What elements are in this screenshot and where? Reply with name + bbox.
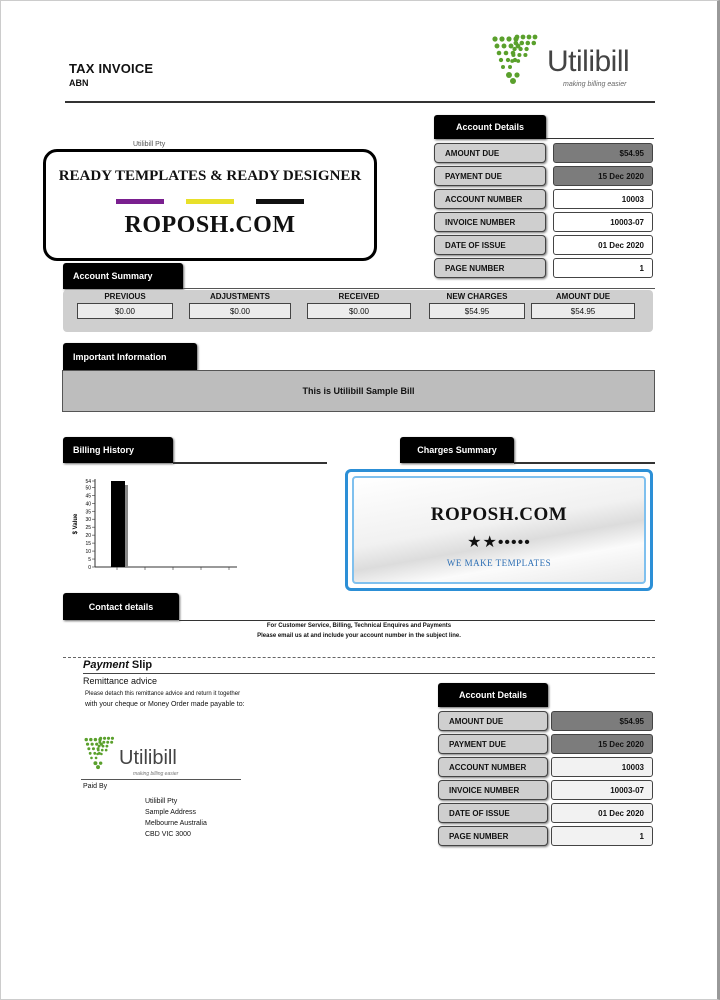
company-logo [487, 33, 657, 95]
logo-dot [96, 765, 100, 769]
important-info-tab: Important Information [63, 343, 197, 370]
logo-dot [85, 738, 88, 741]
payment-slip-rule [83, 673, 655, 674]
logo-dot [107, 737, 110, 740]
y-tick-label: 50 [85, 485, 91, 492]
summary-heading: AMOUNT DUE [555, 292, 611, 301]
logo-dot [86, 743, 89, 746]
banner-title: ROPOSH.COM [430, 504, 568, 525]
summary-heading: RECEIVED [338, 292, 380, 301]
logo-dot [499, 36, 504, 41]
logo-dot [111, 737, 114, 740]
billing-history-chart [65, 471, 245, 581]
logo-dot [506, 36, 511, 41]
payment-slip-title-rest: Slip [131, 659, 153, 671]
logo-dot [95, 757, 98, 760]
y-tick-label: 15 [85, 541, 91, 548]
account-summary-tab: Account Summary [63, 263, 183, 289]
logo-dot [517, 53, 521, 57]
logo-dot [526, 41, 531, 46]
logo-dot [101, 749, 104, 752]
watermark-bar-black [256, 199, 304, 204]
logo-dot [502, 44, 507, 49]
detail-value: 1 [551, 826, 653, 846]
address-line: CBD VIC 3000 [145, 831, 191, 838]
address-line: Sample Address [145, 809, 196, 816]
contact-line2: Please email us at and include your account number in the subject line. [257, 633, 461, 639]
logo-dot [521, 35, 526, 40]
payer-address [145, 796, 207, 840]
detail-label: PAGE NUMBER [434, 258, 546, 278]
logo-dot [510, 78, 516, 84]
logo-dot [91, 743, 94, 746]
logo-dot [495, 44, 500, 49]
billing-history-tab: Billing History [63, 437, 173, 463]
detail-value: $54.95 [553, 143, 653, 163]
summary-heading: NEW CHARGES [446, 292, 508, 301]
summary-value: $0.00 [77, 303, 173, 319]
y-tick-label: 20 [85, 533, 91, 540]
detail-value: 10003 [551, 757, 653, 777]
watermark-bar-yellow [186, 199, 234, 204]
logo-dot [95, 743, 98, 746]
logo-wordmark: Utilibill [547, 45, 630, 78]
logo-dot [532, 41, 537, 46]
logo-dot [105, 749, 108, 752]
logo-underline [81, 779, 241, 780]
cut-line [63, 657, 655, 658]
charges-summary-banner [345, 469, 653, 591]
y-tick-label: 10 [85, 549, 91, 556]
document-title: TAX INVOICE [69, 61, 154, 76]
y-tick-label: 0 [88, 565, 91, 571]
logo-dot [99, 761, 102, 764]
address-line: Utilibill Pty [145, 798, 178, 805]
logo-dot [510, 59, 514, 63]
logo-dot [93, 752, 96, 755]
logo-dot [492, 36, 497, 41]
detail-value: 15 Dec 2020 [553, 166, 653, 186]
watermark-color-bars [46, 199, 374, 204]
payment-slip-title-em: Payment [83, 659, 129, 671]
y-tick-label: 54 [85, 479, 91, 485]
y-tick-label: 40 [85, 501, 91, 508]
payment-slip-title [83, 659, 152, 671]
billing-history-rule [173, 462, 327, 464]
logo-dot [106, 741, 109, 744]
logo-dot [506, 58, 510, 62]
logo-dot [93, 761, 97, 765]
summary-heading: PREVIOUS [104, 292, 146, 301]
detail-label: AMOUNT DUE [438, 711, 548, 731]
y-tick-label: 30 [85, 517, 91, 524]
logo-tagline-small: making billing easier [133, 771, 179, 777]
logo-dot [89, 752, 92, 755]
logo-dot [106, 745, 109, 748]
account-details-tab: Account Details [434, 115, 546, 139]
charges-summary-banner-inner [352, 476, 646, 584]
important-info-box: This is Utilibill Sample Bill [62, 370, 655, 412]
detail-label: PAYMENT DUE [438, 734, 548, 754]
summary-heading: ADJUSTMENTS [209, 292, 270, 301]
summary-value: $54.95 [429, 303, 525, 319]
logo-dot [98, 745, 101, 748]
detail-value: $54.95 [551, 711, 653, 731]
logo-dot [514, 72, 519, 77]
logo-dot [96, 753, 99, 756]
charges-summary-rule [514, 462, 655, 464]
logo-dot [497, 51, 502, 56]
y-tick-label: 35 [85, 509, 91, 516]
y-tick-label: 5 [88, 557, 91, 564]
leaf-dots-icon [81, 735, 119, 773]
logo-dot [103, 737, 106, 740]
logo-dot [100, 753, 103, 756]
paid-by-label: Paid By [83, 783, 108, 790]
contact-details-rule [179, 620, 655, 621]
contact-details-tab: Contact details [63, 593, 179, 620]
logo-dot [506, 72, 512, 78]
logo-dot [520, 41, 525, 46]
detail-label: PAYMENT DUE [434, 166, 546, 186]
billing-bar-shadow [125, 485, 128, 567]
detail-value: 1 [553, 258, 653, 278]
logo-dot [501, 65, 505, 69]
logo-dot [89, 738, 92, 741]
charges-summary-tab: Charges Summary [400, 437, 514, 463]
company-name-partial: Utilibill Pty [133, 141, 166, 148]
watermark-banner [43, 149, 377, 261]
logo-dot [504, 51, 509, 56]
detail-label: ACCOUNT NUMBER [438, 757, 548, 777]
logo-dot [512, 47, 516, 51]
summary-value: $0.00 [189, 303, 291, 319]
remittance-note2: with your cheque or Money Order made payable to: [85, 701, 245, 708]
address-line: Melbourne Australia [145, 820, 207, 827]
detail-value: 01 Dec 2020 [551, 803, 653, 823]
logo-dot [511, 53, 515, 57]
logo-dot [524, 47, 528, 51]
detail-label: INVOICE NUMBER [434, 212, 546, 232]
detail-value: 10003-07 [553, 212, 653, 232]
logo-dot [87, 747, 90, 750]
logo-dot [97, 749, 100, 752]
summary-value: $54.95 [531, 303, 635, 319]
logo-dot [509, 44, 514, 49]
billing-bar [111, 481, 125, 567]
y-tick-label: 25 [85, 525, 91, 532]
detail-label: INVOICE NUMBER [438, 780, 548, 800]
detail-label: ACCOUNT NUMBER [434, 189, 546, 209]
watermark-line1: READY TEMPLATES & READY DESIGNER [58, 168, 362, 184]
logo-dot [508, 65, 512, 69]
account-summary-rule [183, 288, 655, 289]
detail-label: DATE OF ISSUE [438, 803, 548, 823]
account-details-rule [546, 138, 654, 139]
detail-value: 10003-07 [551, 780, 653, 800]
logo-dot [102, 741, 105, 744]
detail-label: AMOUNT DUE [434, 143, 546, 163]
logo-dot [533, 35, 538, 40]
banner-stars: ★★••••• [467, 534, 531, 551]
logo-dot [90, 757, 93, 760]
logo-dot [518, 47, 522, 51]
remittance-advice: Remittance advice [83, 676, 158, 686]
contact-line1: For Customer Service, Billing, Technical Enquires and Payments [266, 623, 452, 629]
header-divider [65, 101, 655, 103]
summary-value: $0.00 [307, 303, 411, 319]
detail-value: 15 Dec 2020 [551, 734, 653, 754]
logo-dot [102, 745, 105, 748]
detail-value: 10003 [553, 189, 653, 209]
banner-tagline: WE MAKE TEMPLATES [446, 558, 552, 568]
y-tick-label: 45 [85, 493, 91, 500]
logo-dot [523, 53, 527, 57]
company-logo-small [81, 735, 221, 779]
detail-label: PAGE NUMBER [438, 826, 548, 846]
leaf-dots-icon [487, 33, 545, 89]
logo-dot [499, 58, 503, 62]
logo-dot [527, 35, 532, 40]
detail-value: 01 Dec 2020 [553, 235, 653, 255]
logo-dot [110, 741, 113, 744]
slip-account-details-tab: Account Details [438, 683, 548, 707]
logo-wordmark-small: Utilibill [119, 747, 177, 769]
logo-dot [92, 747, 95, 750]
watermark-bar-purple [116, 199, 164, 204]
logo-dot [94, 738, 97, 741]
logo-dot [516, 59, 520, 63]
detail-label: DATE OF ISSUE [434, 235, 546, 255]
abn-label: ABN [69, 78, 89, 88]
remittance-note1: Please detach this remittance advice and return it together [85, 691, 241, 697]
logo-tagline: making billing easier [563, 81, 627, 88]
watermark-line2: ROPOSH.COM [124, 212, 296, 238]
y-axis-label: $ Value [73, 513, 79, 535]
